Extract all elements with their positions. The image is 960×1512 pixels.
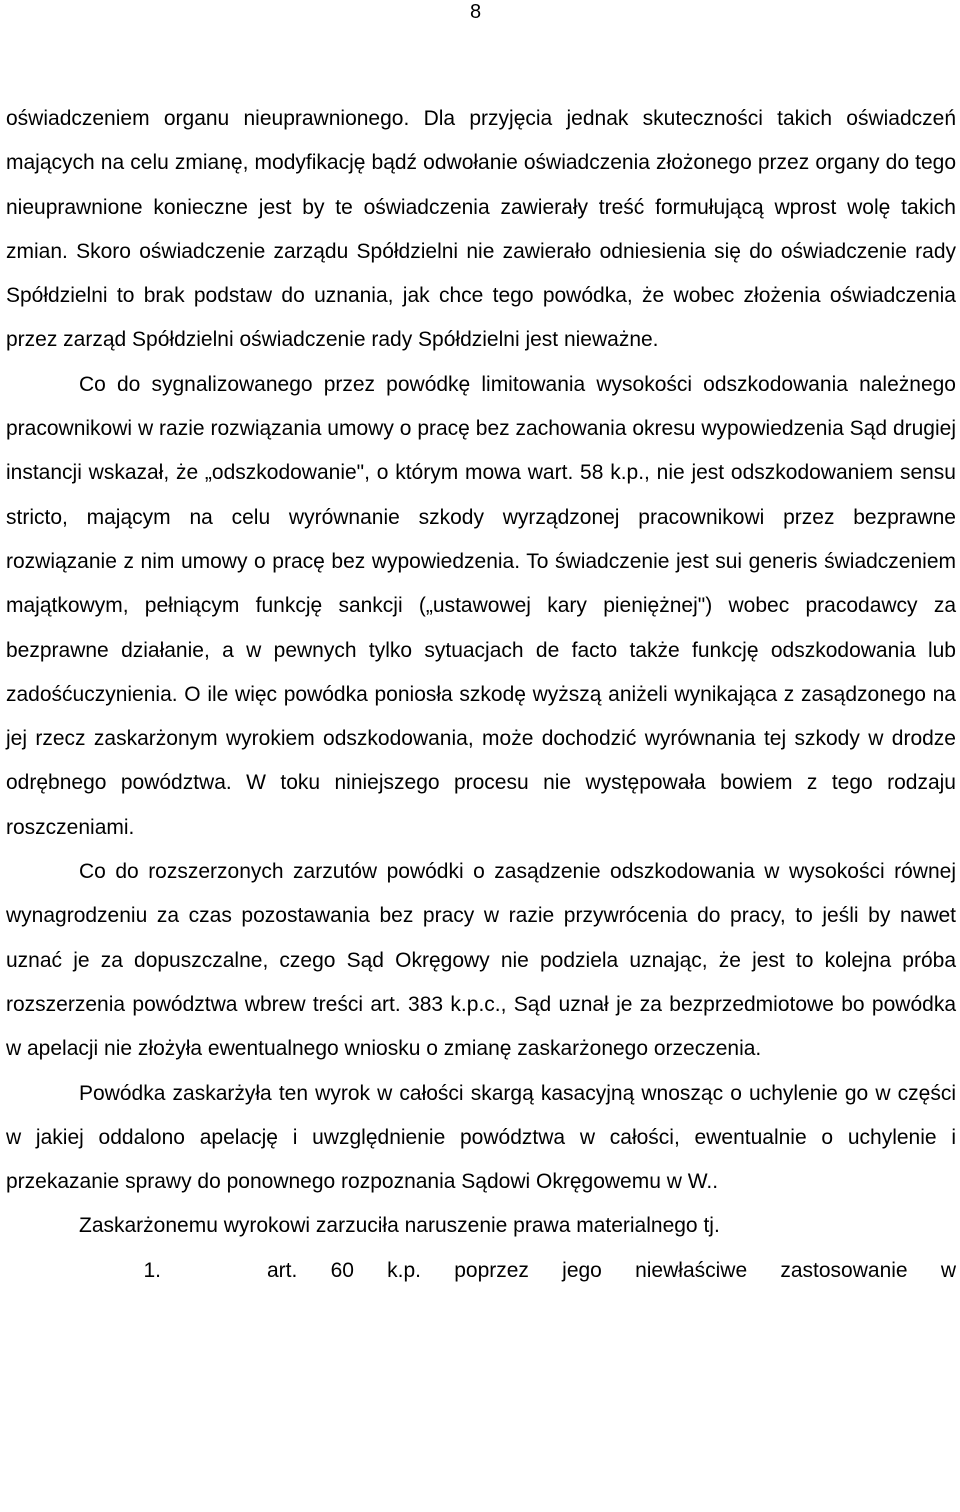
list-item-number: 1. <box>143 1258 161 1282</box>
paragraph-1: oświadczeniem organu nieuprawnionego. Dla przyjęcia jednak skuteczności takich oświadczeń mających na celu zmianę, modyfikację bądź odwołanie oświadczenia złożonego przez organy do tego nieuprawnione konieczne jest by te oświadczenia zawierały treść formułującą wprost wolę takich zmian. Skoro oświadczenie zarządu Spółdzielni nie zawierało odniesienia się do oświadczenie rady Spółdzielni to brak podstaw do uznania, jak chce tego powódka, że wobec złożenia oświadczenia przez zarząd Spółdzielni oświadczenie rady Spółdzielni jest nieważne. <box>6 107 956 352</box>
paragraph-4: Powódka zaskarżyła ten wyrok w całości skargą kasacyjną wnosząc o uchylenie go w części w jakiej oddalono apelację i uwzględnienie powództwa w całości, ewentualnie o uchylenie i przekazanie sprawy do ponownego rozpoznania Sądowi Okręgowemu w W.. <box>6 1081 956 1194</box>
paragraph-2: Co do sygnalizowanego przez powódkę limitowania wysokości odszkodowania należnego pracownikowi w razie rozwiązania umowy o pracę bez zachowania okresu wypowiedzenia Sąd drugiej instancji wskazał, że „odszkodowanie", o którym mowa wart. 58 k.p., nie jest odszkodowaniem sensu stricto, mającym na celu wyrównanie szkody wyrządzonej pracownikowi przez bezprawne rozwiązanie z nim umowy o pracę bez wypowiedzenia. To świadczenie jest sui generis świadczeniem majątkowym, pełniącym funkcję sankcji („ustawowej kary pieniężnej") wobec pracodawcy za bezprawne działanie, a w pewnych tylko sytuacjach de facto także funkcję odszkodowania lub zadośćuczynienia. O ile więc powódka poniosła szkodę wyższą aniżeli wynikająca z zasądzonego na jej rzecz zaskarżonym wyrokiem odszkodowania, może dochodzić wyrównania tej szkody w drodze odrębnego powództwa. W toku niniejszego procesu nie występowała bowiem z tego rodzaju roszczeniami. <box>6 372 956 839</box>
paragraph-5: Zaskarżonemu wyrokowi zarzuciła naruszenie prawa materialnego tj. <box>79 1214 720 1238</box>
document-body <box>6 97 956 1293</box>
list-item-text: art. 60 k.p. poprzez jego niewłaściwe zastosowanie w <box>267 1258 956 1282</box>
page-number: 8 <box>470 1 482 23</box>
list-item <box>6 1249 956 1293</box>
paragraph-3: Co do rozszerzonych zarzutów powódki o zasądzenie odszkodowania w wysokości równej wynagrodzeniu za czas pozostawania bez pracy w razie przywrócenia do pracy, to jeśli by nawet uznać je za dopuszczalne, czego Sąd Okręgowy nie podziela uznając, że jest to kolejna próba rozszerzenia powództwa wbrew treści art. 383 k.p.c., Sąd uznał je za bezprzedmiotowe bo powódka w apelacji nie złożyła ewentualnego wniosku o zmianę zaskarżonego orzeczenia. <box>6 860 956 1061</box>
